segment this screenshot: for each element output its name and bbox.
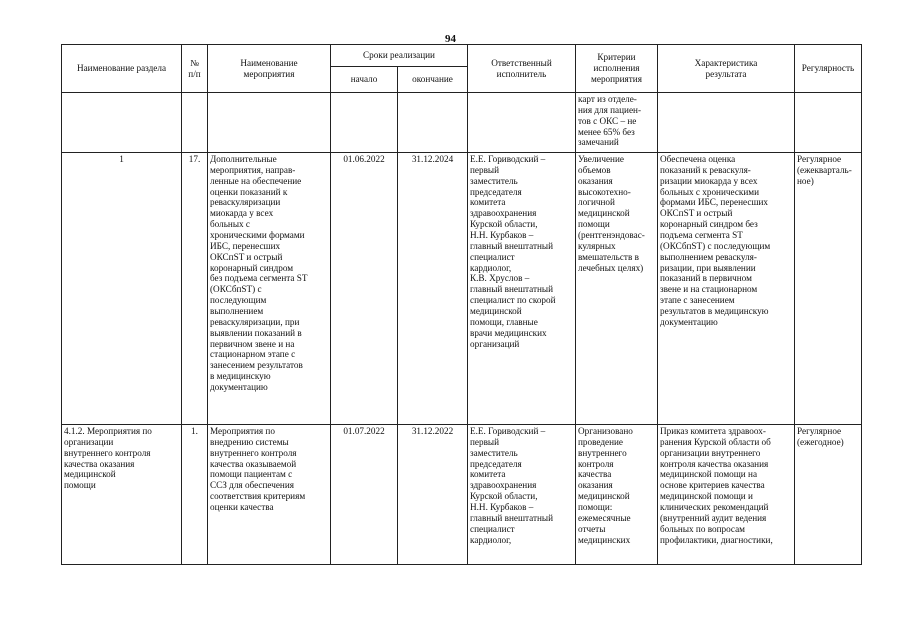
activities-table	[61, 44, 862, 565]
cell-responsible: Е.Е. Гоҏиводский – первый заместитель председателя комитета здравоохранения Курской области, Н.Н. Курбаков – главный внештатный специалист кардиолог, К.В. Хруслов – главный внештатный специалист по скорой медицинской помощи, главные врачи медицинских организаций	[468, 153, 576, 425]
cell-result	[658, 93, 795, 153]
header-number: № п/п	[182, 45, 208, 93]
header-regularity: Регулярность	[795, 45, 862, 93]
cell-end: 31.12.2022	[398, 425, 468, 565]
header-end: окончание	[398, 67, 468, 93]
table-row	[62, 93, 862, 153]
cell-section: 4.1.2. Мероприятия по организации внутреннего контроля качества оказания медицинской помощи	[62, 425, 182, 565]
header-start: начало	[331, 67, 398, 93]
cell-regularity: Регулярное (ежекварталь- ное)	[795, 153, 862, 425]
header-result: Характеристика результата	[658, 45, 795, 93]
cell-number: 17.	[182, 153, 208, 425]
cell-result: Обеспечена оценка показаний к реваскуля- ризации миокарда у всех больных с хроническими формами ИБС, перенесших ОКСпST и острый коронарный синдром без подъема сегмента ST (ОКСбпST) с последующим выполнением реваскуля- ризации, при выявлении показаний в первичном звене и на стационарном этапе с занесением результатов в медицинскую документацию	[658, 153, 795, 425]
header-activity: Наименование мероприятия	[208, 45, 331, 93]
header-criteria: Критерии исполнения мероприятия	[576, 45, 658, 93]
cell-end: 31.12.2024	[398, 153, 468, 425]
table-row	[62, 425, 862, 565]
header-terms: Сроки реализации	[331, 45, 468, 67]
cell-number: 1.	[182, 425, 208, 565]
cell-end	[398, 93, 468, 153]
cell-number	[182, 93, 208, 153]
header-section: Наименование раздела	[62, 45, 182, 93]
cell-section	[62, 93, 182, 153]
cell-responsible: Е.Е. Гоҏиводский – первый заместитель председателя комитета здравоохранения Курской области, Н.Н. Курбаков – главный внештатный специалист кардиолог,	[468, 425, 576, 565]
table-row	[62, 153, 862, 425]
cell-responsible	[468, 93, 576, 153]
cell-activity	[208, 93, 331, 153]
cell-start: 01.07.2022	[331, 425, 398, 565]
cell-section: 1	[62, 153, 182, 425]
cell-result: Приказ комитета здравоох- ранения Курской области об организации внутреннего контроля качества оказания медицинской помощи на основе критериев качества медицинской помощи и клинических рекомендаций (внутренний аудит ведения больных по вопросам профилактики, диагностики,	[658, 425, 795, 565]
cell-regularity: Регулярное (ежегодное)	[795, 425, 862, 565]
cell-activity: Мероприятия по внедрению системы внутреннего контроля качества оказываемой помощи пациентам с ССЗ для обеспечения соответствия критериям оценки качества	[208, 425, 331, 565]
cell-criteria: Организовано проведение внутреннего контроля качества оказания медицинской помощи: ежемесячные отчеты медицинских	[576, 425, 658, 565]
cell-start	[331, 93, 398, 153]
cell-start: 01.06.2022	[331, 153, 398, 425]
cell-criteria: Увеличение объемов оказания высокотехно- логичной медицинской помощи (рентгенэндовас- кулярных вмешательств в лечебных целях)	[576, 153, 658, 425]
page-number: 94	[445, 33, 456, 45]
cell-regularity	[795, 93, 862, 153]
cell-criteria: карт из отделе- ния для пациен- тов с ОКС – не менее 65% без замечаний	[576, 93, 658, 153]
cell-activity: Дополнительные мероприятия, направ- ленные на обеспечение оценки показаний к реваскуляризации миокарда у всех больных с хроническими формами ИБС, перенесших ОКСпST и острый коронарный синдром без подъема сегмента ST (ОКСбпST) с последующим выполнением реваскуляризации, при выявлении показаний в первичном звене и на стационарном этапе с занесением результатов в медицинскую документацию	[208, 153, 331, 425]
header-responsible: Ответственный исполнитель	[468, 45, 576, 93]
